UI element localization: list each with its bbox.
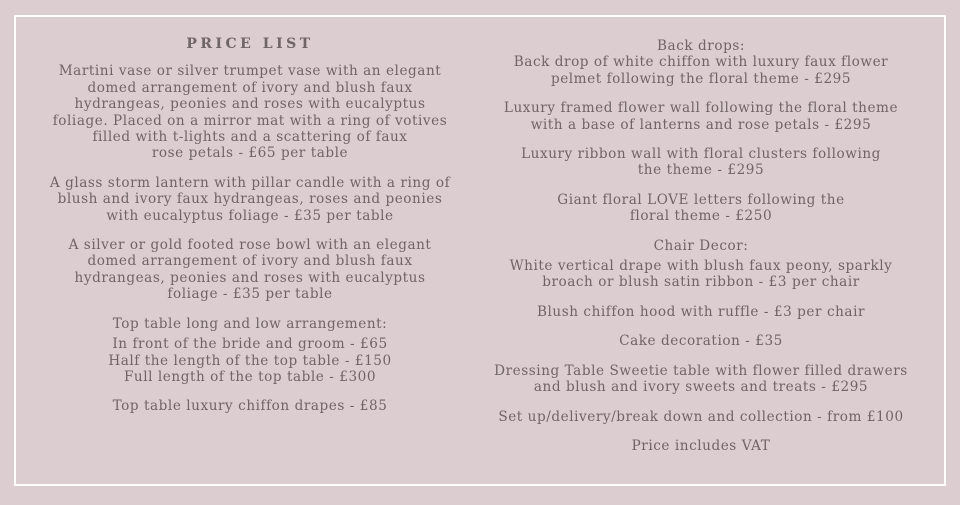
cake-decoration-item: [478, 333, 924, 349]
left-column: [30, 36, 470, 428]
text-line: filled with t-lights and a scattering of faux: [92, 129, 408, 146]
text-line: A glass storm lantern with pillar candle with a ring of: [49, 174, 451, 191]
sweetie-table-item: [478, 363, 924, 396]
chair-decor-heading: [478, 238, 924, 254]
text-line: pelmet following the floral theme - £295: [550, 70, 852, 87]
text-line: Cake decoration - £35: [619, 333, 783, 350]
text-line: Giant floral LOVE letters following the: [557, 191, 845, 208]
chiffon-hood-item: [478, 304, 924, 320]
top-table-heading: [30, 316, 470, 332]
setup-delivery-item: [478, 409, 924, 425]
text-line: Back drop of white chiffon with luxury faux flower: [513, 54, 889, 71]
text-line: hydrangeas, peonies and roses with eucalyptus: [74, 96, 426, 113]
text-line: with a base of lanterns and rose petals - £295: [530, 116, 872, 133]
vertical-drape-item: [478, 258, 924, 291]
love-letters-item: [478, 192, 924, 225]
section-heading: Back drops:: [657, 38, 745, 54]
text-line: Luxury ribbon wall with floral clusters following: [521, 146, 881, 163]
price-list-title: PRICE LIST: [186, 36, 314, 52]
text-line: broach or blush satin ribbon - £3 per chair: [542, 274, 860, 291]
text-line: rose petals - £65 per table: [151, 145, 349, 162]
storm-lantern-item: [30, 175, 470, 224]
text-line: Set up/delivery/break down and collection - from £100: [498, 408, 904, 425]
text-line: and blush and ivory sweets and treats - £295: [533, 379, 869, 396]
rose-bowl-item: [30, 237, 470, 303]
text-line: Martini vase or silver trumpet vase with an elegant: [58, 63, 442, 80]
chiffon-drapes-item: [30, 398, 470, 414]
text-line: Luxury framed flower wall following the floral theme: [503, 100, 899, 117]
text-line: Half the length of the top table - £150: [108, 352, 392, 369]
flower-wall-item: [478, 100, 924, 133]
ribbon-wall-item: [478, 146, 924, 179]
text-line: foliage - £35 per table: [167, 286, 333, 303]
text-line: White vertical drape with blush faux peony, sparkly: [509, 258, 893, 275]
text-line: with eucalyptus foliage - £35 per table: [106, 207, 394, 224]
text-line: domed arrangement of ivory and blush faux: [87, 79, 413, 96]
text-line: Top table luxury chiffon drapes - £85: [112, 398, 388, 415]
text-line: Price includes VAT: [631, 437, 771, 454]
martini-vase-item: [30, 63, 470, 161]
text-line: Dressing Table Sweetie table with flower filled drawers: [494, 362, 908, 379]
text-line: the theme - £295: [637, 162, 765, 179]
text-line: floral theme - £250: [629, 208, 773, 225]
back-drops-section: [478, 38, 924, 87]
right-column: [478, 38, 924, 467]
text-line: Top table long and low arrangement:: [112, 315, 388, 332]
vat-note: [478, 438, 924, 454]
top-table-arrangements: [30, 336, 470, 385]
text-line: A silver or gold footed rose bowl with an elegant: [68, 237, 432, 254]
text-line: Blush chiffon hood with ruffle - £3 per chair: [536, 303, 866, 320]
text-line: domed arrangement of ivory and blush faux: [87, 253, 413, 270]
text-line: blush and ivory faux hydrangeas, roses and peonies: [57, 191, 443, 208]
section-heading: Chair Decor:: [653, 237, 749, 254]
text-line: In front of the bride and groom - £65: [112, 336, 388, 353]
text-line: Full length of the top table - £300: [123, 368, 377, 385]
text-line: foliage. Placed on a mirror mat with a ring of votives: [52, 112, 448, 129]
text-line: hydrangeas, peonies and roses with eucalyptus: [74, 269, 426, 286]
